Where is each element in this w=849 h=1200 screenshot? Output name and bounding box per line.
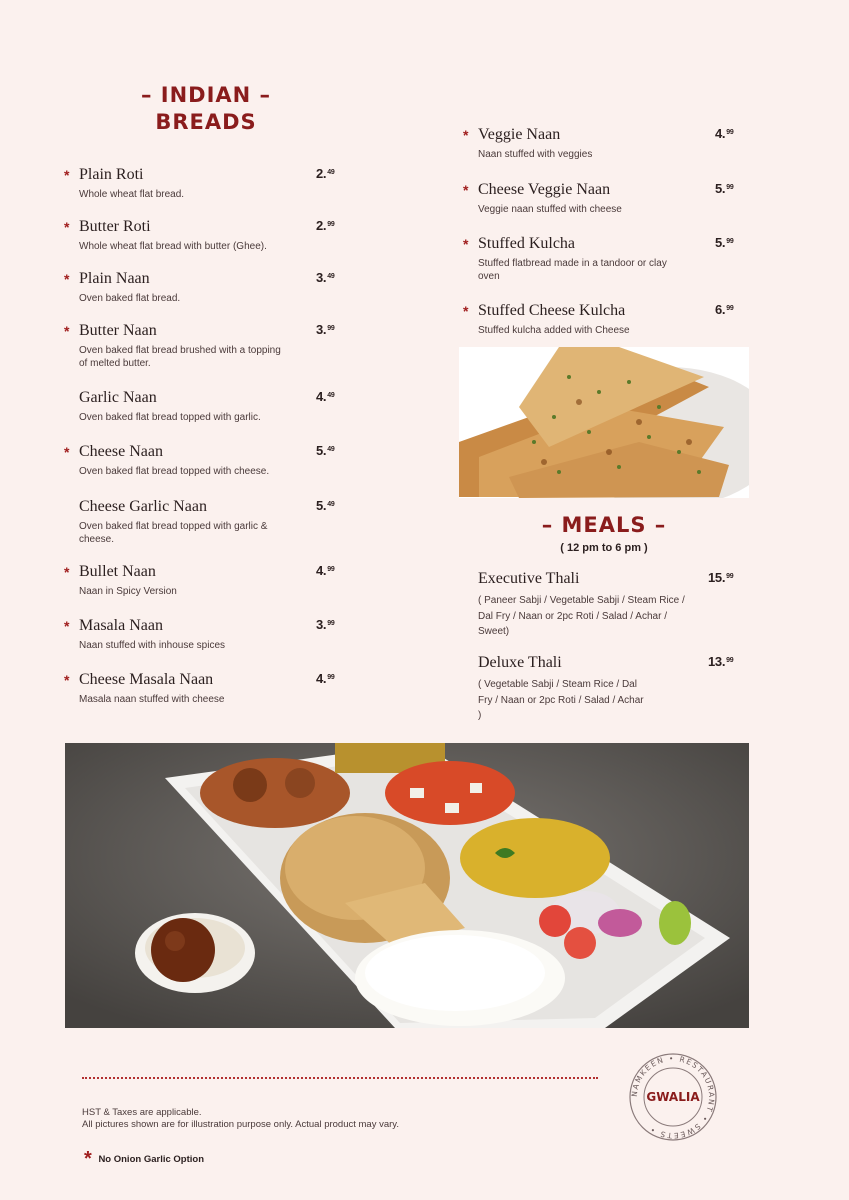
meals-subtitle: ( 12 pm to 6 pm ) [560, 542, 648, 554]
item-name: Butter Naan [79, 322, 157, 339]
item-desc: Whole wheat flat bread with butter (Ghee). [79, 241, 267, 252]
item-name: Cheese Veggie Naan [478, 181, 611, 198]
tax-note: HST & Taxes are applicable. [82, 1107, 202, 1118]
meals-title: – MEALS – [541, 513, 667, 537]
footer-divider [82, 1077, 598, 1079]
item-name: Stuffed Kulcha [478, 235, 576, 252]
no-onion-garlic-star-icon: * [64, 323, 70, 339]
menu-item-executive-thali [478, 570, 768, 640]
no-onion-garlic-star-icon: * [64, 564, 70, 580]
item-desc: Stuffed kulcha added with Cheese [478, 325, 630, 336]
menu-item-butter-naan [64, 322, 369, 370]
no-onion-garlic-label: No Onion Garlic Option [98, 1154, 204, 1166]
item-desc: Naan stuffed with veggies [478, 149, 593, 160]
item-desc: Veggie naan stuffed with cheese [478, 204, 622, 215]
footer-notes [82, 1107, 399, 1131]
logo-ring-text: NAMKEEN • RESTAURANT • SWEETS • [629, 1053, 717, 1141]
breads-title-line1: – INDIAN – [140, 83, 272, 107]
no-onion-garlic-star-icon: * [463, 236, 469, 252]
item-name: Executive Thali [478, 570, 580, 587]
menu-item-cheese-naan [64, 443, 369, 479]
item-price: 4.99 [316, 563, 335, 578]
item-price: 5.49 [316, 443, 335, 458]
item-price: 13.99 [708, 654, 734, 669]
menu-item-plain-naan [64, 270, 369, 306]
garlic-naan-photo [459, 347, 749, 498]
menu-item-veggie-naan [463, 126, 768, 162]
item-name: Bullet Naan [79, 563, 156, 580]
item-desc: Oven baked flat bread topped with garlic & cheese. [79, 521, 268, 545]
menu-item-cheese-veggie-naan [463, 181, 768, 217]
item-name: Cheese Masala Naan [79, 671, 214, 688]
logo-seal-icon [628, 1052, 718, 1142]
item-name: Deluxe Thali [478, 654, 562, 671]
item-desc: Oven baked flat bread brushed with a topping of melted butter. [79, 345, 281, 369]
menu-item-cheese-masala-naan [64, 671, 369, 707]
item-price: 3.99 [316, 322, 335, 337]
no-onion-garlic-star-icon: * [64, 672, 70, 688]
no-onion-garlic-star-icon: * [64, 444, 70, 460]
menu-item-stuffed-kulcha [463, 235, 768, 283]
no-onion-garlic-star-icon: * [64, 618, 70, 634]
no-onion-garlic-star-icon: * [463, 182, 469, 198]
menu-item-garlic-naan [79, 389, 369, 425]
no-onion-garlic-star-icon: * [84, 1148, 92, 1170]
item-name: Cheese Garlic Naan [79, 498, 207, 515]
thali-photo [65, 743, 749, 1028]
item-desc: ( Paneer Sabji / Vegetable Sabji / Steam Rice / Dal Fry / Naan or 2pc Roti / Salad / Achar / Sweet) [478, 595, 685, 637]
item-name: Butter Roti [79, 218, 151, 235]
no-onion-garlic-star-icon: * [463, 127, 469, 143]
item-desc: Whole wheat flat bread. [79, 189, 185, 200]
item-desc: Stuffed flatbread made in a tandoor or clay oven [478, 258, 667, 282]
menu-item-masala-naan [64, 617, 369, 653]
menu-item-cheese-garlic-naan [79, 498, 369, 546]
breads-title [126, 82, 286, 136]
item-price: 5.99 [715, 235, 734, 250]
menu-item-bullet-naan [64, 563, 369, 599]
item-price: 3.99 [316, 617, 335, 632]
item-desc: Oven baked flat bread topped with garlic. [79, 412, 261, 423]
item-name: Cheese Naan [79, 443, 163, 460]
gwalia-logo [628, 1052, 718, 1142]
item-price: 2.99 [316, 218, 335, 233]
menu-item-stuffed-cheese-kulcha [463, 302, 768, 338]
item-desc: Naan in Spicy Version [79, 586, 177, 597]
item-price: 4.99 [715, 126, 734, 141]
item-price: 4.49 [316, 389, 335, 404]
item-name: Garlic Naan [79, 389, 157, 406]
item-name: Stuffed Cheese Kulcha [478, 302, 626, 319]
menu-item-deluxe-thali [478, 654, 768, 724]
menu-item-plain-roti [64, 166, 369, 202]
item-desc: Naan stuffed with inhouse spices [79, 640, 226, 651]
breads-title-line2: BREADS [155, 110, 257, 134]
item-desc: Oven baked flat bread topped with cheese. [79, 466, 270, 477]
item-desc: ( Vegetable Sabji / Steam Rice / Dal Fry / Naan or 2pc Roti / Salad / Achar ) [478, 679, 644, 721]
illustration-note: All pictures shown are for illustration purpose only. Actual product may vary. [82, 1119, 399, 1130]
no-onion-garlic-star-icon: * [64, 219, 70, 235]
item-price: 15.99 [708, 570, 734, 585]
no-onion-garlic-star-icon: * [64, 167, 70, 183]
no-onion-garlic-star-icon: * [463, 303, 469, 319]
item-price: 6.99 [715, 302, 734, 317]
item-name: Veggie Naan [478, 126, 561, 143]
logo-name: GWALIA [646, 1090, 700, 1104]
item-price: 4.99 [316, 671, 335, 686]
item-price: 5.49 [316, 498, 335, 513]
item-name: Plain Roti [79, 166, 144, 183]
item-name: Masala Naan [79, 617, 163, 634]
item-price: 3.49 [316, 270, 335, 285]
item-desc: Masala naan stuffed with cheese [79, 694, 225, 705]
no-onion-garlic-legend [84, 1148, 204, 1171]
no-onion-garlic-star-icon: * [64, 271, 70, 287]
item-price: 2.49 [316, 166, 335, 181]
item-price: 5.99 [715, 181, 734, 196]
item-name: Plain Naan [79, 270, 150, 287]
item-desc: Oven baked flat bread. [79, 293, 181, 304]
menu-item-butter-roti [64, 218, 369, 254]
naan-illustration [459, 347, 749, 498]
thali-illustration [65, 743, 749, 1028]
